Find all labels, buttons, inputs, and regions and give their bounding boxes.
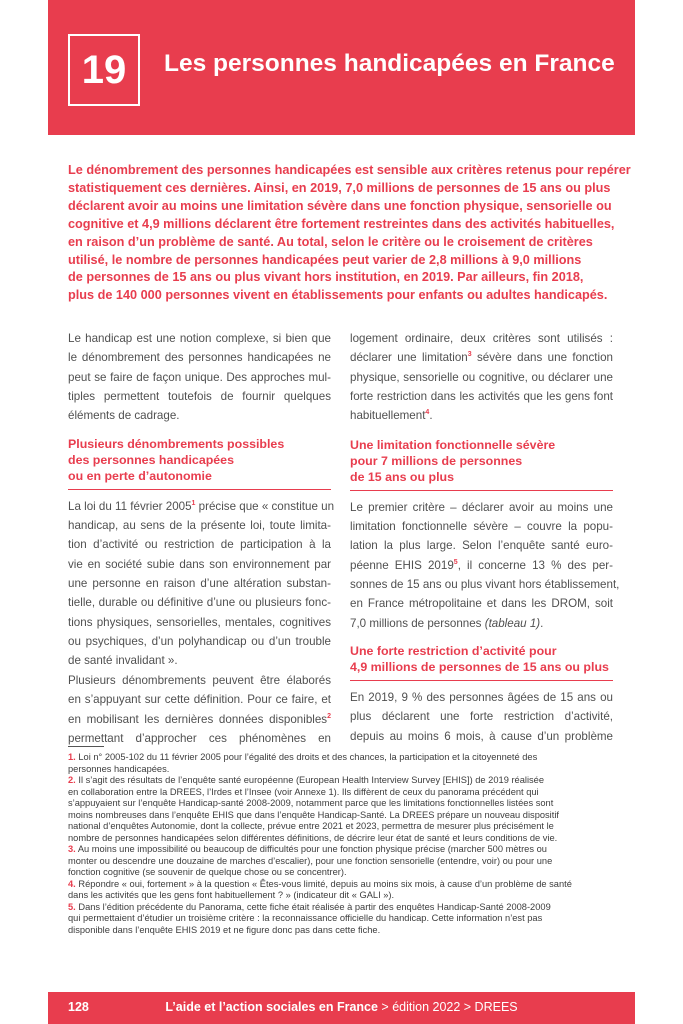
footnote: 3. Au moins une impossibilité ou beaucoup de difficultés pour une fonction physique précise (marcher 500 mètres ou (68, 844, 547, 854)
right-column (350, 329, 620, 746)
footnote: 2. Il s’agit des résultats de l’enquête santé européenne (European Health Interview Survey [EHIS]) de 2019 réalisée (68, 775, 544, 785)
intro-line: statistiquement ces dernières. Ainsi, en 2019, 7,0 millions de personnes de 15 ans ou plus (68, 180, 611, 195)
section-heading: Plusieurs dénombrements possibles des personnes handicapées ou en perte d’autonomie (68, 436, 331, 490)
left-column (68, 329, 335, 748)
footnote-divider (68, 746, 104, 747)
footnotes: 1. Loi n° 2005-102 du 11 février 2005 pour l’égalité des droits et des chances, la participation et la citoyenneté des personnes handicapées. 2. Il s’agit des résultats de l’enquête santé européenne (European Health Interview Survey [EHIS]) de 2019 réalisée en collaboration entre la DREES, l’Irdes et l’Insee (voir Annexe 1). Ils diffèrent de ceux du panorama précédent qui s’appuyaient sur l’enquête Handicap-santé 2008-2009, notamment parce que les limitations fonctionnelles listées sont moins nombreuses dans l’enquête EHIS que dans l’enquête Handicap-Santé. La DREES prépare un nouveau dispositif national d’enquêtes Autonomie, dont la collecte, prévue entre 2021 et 2023, permettra de mesurer plus précisément le nombre de personnes handicapées selon différentes définitions, de décrire leur état de santé et leurs conditions de vie. 3. Au moins une impossibilité ou beaucoup de difficultés pour une fonction physique précise (marcher 500 mètres ou monter ou descendre une douzaine de marches d’escalier), pour une fonction sensorielle (entendre, voir) ou pour une fonction cognitive (se souvenir de quelque chose ou se concentrer). 4. Répondre « oui, fortement » à la question « Êtes-vous limité, depuis au moins six mois, à cause d’un problème de santé dans les activités que les gens font habituellement ? » (indicateur dit « GALI »). 5. Dans l’édition précédente du Panorama, cette fiche était réalisée à partir des enquêtes Handicap-Santé 2008-2009 qui permettaient d’étudier un troisième critère : la reconnaissance officielle du handicap. Cette information n’est pas disponible dans l’enquête EHIS 2019 et ne figure donc pas dans cette fiche. (68, 752, 628, 936)
body-paragraph: En 2019, 9 % des personnes âgées de 15 ans ou plus déclarent une forte restriction d’activité, depuis au moins 6 mois, à cause d’un problème (350, 691, 613, 743)
footnote: 1. Loi n° 2005-102 du 11 février 2005 pour l’égalité des droits et des chances, la participation et la citoyenneté des (68, 752, 538, 762)
footnote: 4. Répondre « oui, fortement » à la question « Êtes-vous limité, depuis au moins six mois, à cause d’un problème de santé (68, 878, 572, 889)
intro-line: de personnes de 15 ans ou plus vivant hors institution, en 2019. Par ailleurs, fin 2018, (68, 270, 584, 285)
body-paragraph: Plusieurs dénombrements peuvent être élaborés en s’appuyant sur cette définition. Pour ce faire, et en mobilisant les dernières données disponibles$^2$ permettant d’approcher ces phénomènes en (68, 673, 331, 745)
chapter-header (48, 0, 635, 135)
intro-line: déclarent avoir au moins une limitation sévère dans une fonction physique, sensorielle ou (68, 198, 612, 213)
body-paragraph: Le handicap est une notion complexe, si bien que le dénombrement des personnes handicapées ne peut se faire de façon unique. Des approches mul- tiples permettent toutefois de fournir quelques éléments de cadrage. (68, 332, 331, 423)
page-title: Les personnes handicapées en France (164, 50, 615, 77)
intro-line: utilisé, le nombre de personnes handicapées peut varier de 2,8 millions à 9,0 millions (68, 252, 582, 267)
intro-line: cognitive et 4,9 millions déclarent être fortement restreintes dans des activités habituelles, (68, 216, 615, 231)
page-footer (48, 992, 635, 1024)
footnote: 5. Dans l’édition précédente du Panorama, cette fiche était réalisée à partir des enquêtes Handicap-Santé 2008-2009 (68, 901, 551, 912)
intro-line: en raison d’un problème de santé. Au total, selon le critère ou le croisement de critères (68, 234, 593, 249)
publication-title: L’aide et l’action sociales en France > édition 2022 > DREES (165, 1000, 518, 1014)
intro-line: plus de 140 000 personnes vivent en établissements pour enfants ou adultes handicapés. (68, 288, 608, 303)
body-paragraph: La loi du 11 février 2005$^1$ précise que « constitue un handicap, au sens de la présente loi, toute limita- tion d’activité ou restriction de participation à la vie en société subie dans son environnement par une personne en raison d’une altération substan- tielle, durable ou définitive d’une ou plusieurs fonc- tions physiques, sensorielles, mentales, cognitives ou psychiques, d’un polyhandicap ou d’un trouble de santé invalidant ». (68, 499, 335, 668)
body-paragraph: logement ordinaire, deux critères sont utilisés : déclarer une limitation$^3$ sévère dans une fonction physique, sensorielle ou cognitive, ou déclarer une forte restriction dans les activités que les gens font habituellement$^4$. (350, 332, 613, 423)
page-number: 128 (68, 1000, 89, 1014)
intro-line: Le dénombrement des personnes handicapées est sensible aux critères retenus pour repérer (68, 163, 631, 177)
section-heading: Une forte restriction d’activité pour 4,9 millions de personnes de 15 ans ou plus (350, 643, 613, 681)
intro-paragraph (68, 162, 631, 305)
chapter-number: 19 (68, 34, 140, 106)
body-paragraph: Le premier critère – déclarer avoir au moins une limitation fonctionnelle sévère – couvre la popu- lation la plus large. Selon l’enquête santé euro- péenne EHIS 2019$^5$, il concerne 13 % des per- sonnes de 15 ans ou plus vivant hors établissement, en France métropolitaine et dans les DROM, soit 7,0 millions de personnes (tableau 1). (350, 500, 620, 630)
section-heading: Une limitation fonctionnelle sévère pour 7 millions de personnes de 15 ans ou plus (350, 437, 613, 491)
